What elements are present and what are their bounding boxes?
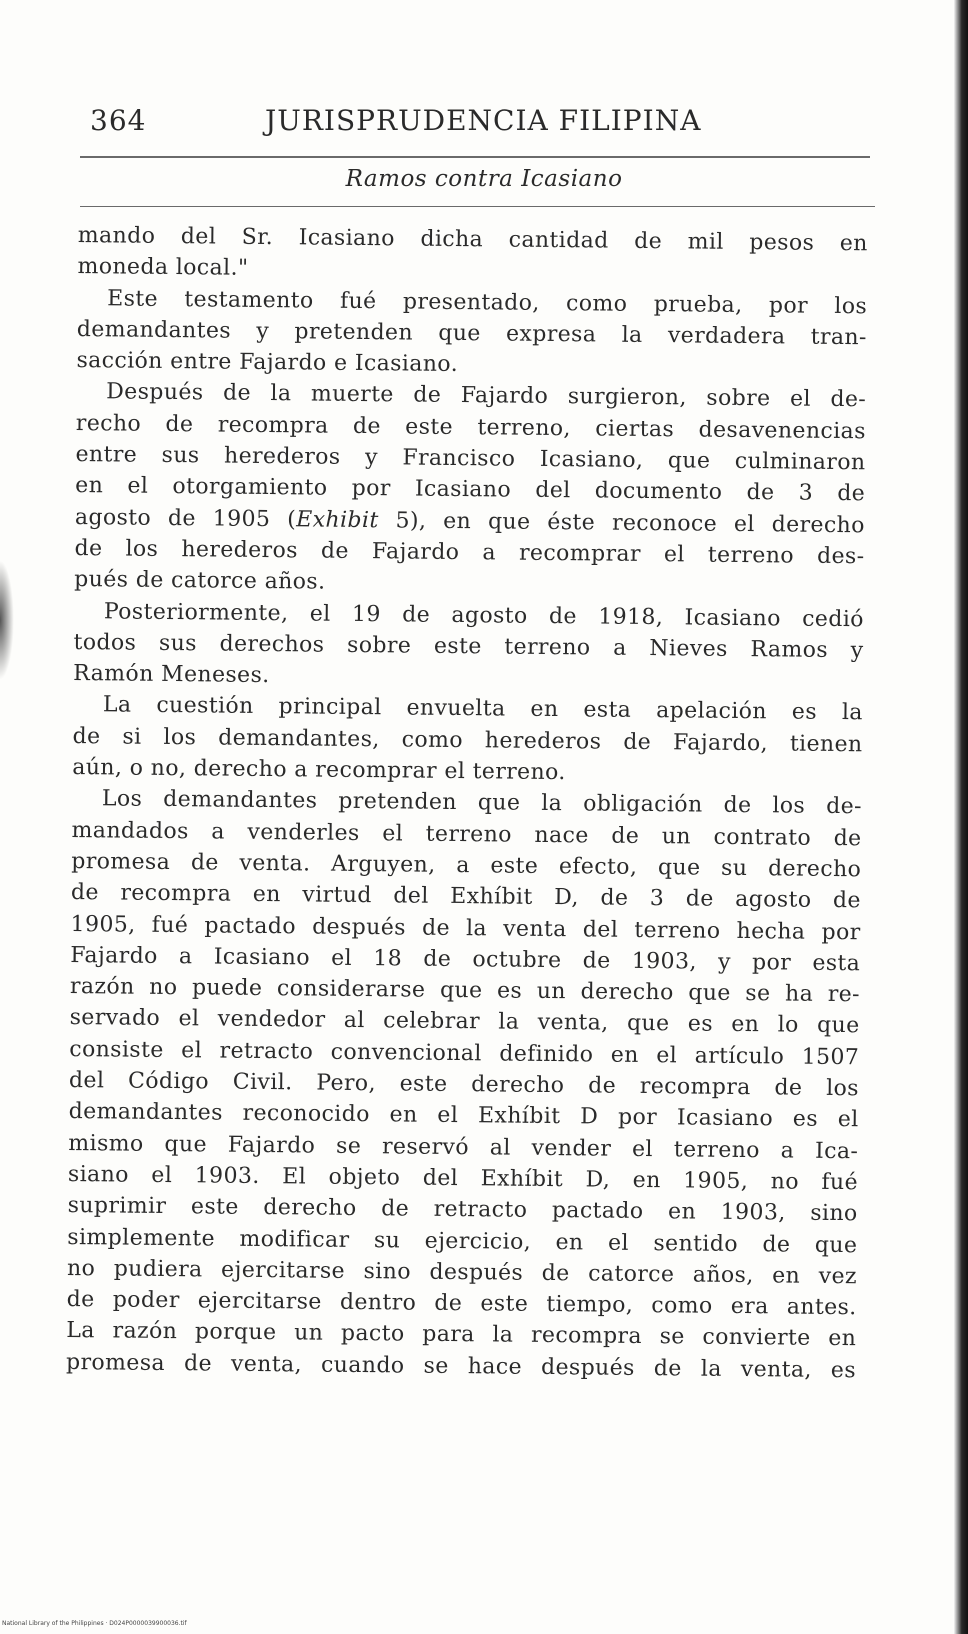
text-line: del Código Civil. Pero, este derecho de recompra de los [68,1067,860,1102]
text-line: mandados a venderles el terreno nace de un contrato de [71,817,862,851]
text-line: mismo que Fajardo se reservó al vender el terreno a Ica- [68,1130,859,1164]
text-line: Ramón Meneses. [73,661,270,689]
page-header [90,104,870,144]
text-line: La cuestión principal envuelta en esta apelación es la [102,692,864,726]
text-fragment: 5), en que éste reconoce el derecho [378,507,865,538]
text-line: Los demandantes pretenden que la obligación de los de- [101,786,863,820]
text-line: demandantes reconocido en el Exhíbit D por Icasiano es el [68,1099,859,1133]
text-line: recho de recompra de este terreno, ciertas desavenencias [75,410,866,445]
exhibit-reference: Exhibit [296,506,379,533]
text-line: en el otorgamiento por Icasiano del documento de 3 de [75,473,866,507]
page-number: 364 [90,104,147,137]
text-line: simplemente modificar su ejercicio, en el sentido de que [67,1224,858,1258]
text-line: siano el 1903. El objeto del Exhíbit D, en 1905, no fué [67,1161,859,1196]
text-line: sacción entre Fajardo e Icasiano. [76,348,459,378]
text-line: suprimir este derecho de retracto pactado en 1903, sino [67,1193,858,1227]
text-line: promesa de venta. Arguyen, a este efecto, que su derecho [71,848,862,883]
text-line: Posteriormente, el 19 de agosto de 1918, Icasiano cedió [103,598,864,632]
text-line: moneda local." [77,254,249,282]
binding-shadow [0,560,14,680]
scan-credit: National Library of the Philippines · D024P0000039900036.tif [2,1620,187,1627]
case-title: Ramos contra Icasiano [345,166,623,192]
text-line: Fajardo a Icasiano el 18 de octubre de 1903, y por esta [70,942,861,977]
text-line: de recompra en virtud del Exhíbit D, de 3 de agosto de [70,880,862,914]
text-line: de poder ejercitarse dentro de este tiempo, como era antes. [66,1287,857,1321]
text-line: no pudiera ejercitarse sino después de catorce años, en vez [66,1255,858,1290]
text-line: consiste el retracto convencional definido en el artículo 1507 [69,1036,860,1070]
text-line: Después de la muerte de Fajardo surgieron, sobre el de- [106,379,867,413]
text-line: demandantes y pretenden que expresa la verdadera tran- [76,316,867,351]
case-title-rule [80,206,875,207]
text-line: 1905, fué pactado después de la venta del terreno hecha por [70,911,861,945]
text-line: pués de catorce años. [74,567,326,595]
text-line: Este testamento fué presentado, como prueba, por los [107,285,868,319]
text-line: La razón porque un pacto para la recompra se convierte en [66,1318,857,1352]
text-line: promesa de venta, cuando se hace después de la venta, es [65,1349,857,1383]
text-line: de los herederos de Fajardo a recomprar el terreno des- [74,535,865,570]
text-line: todos sus derechos sobre este terreno a Nieves Ramos y [73,629,864,664]
text-line: aún, o no, derecho a recomprar el terreno. [72,755,566,786]
text-line: mando del Sr. Icasiano dicha cantidad de mil pesos en [77,222,868,257]
text-line: de si los demandantes, como herederos de Fajardo, tienen [72,723,863,757]
running-title: JURISPRUDENCIA FILIPINA [265,104,702,137]
header-rule [80,156,870,158]
text-line: razón no puede considerarse que es un derecho que se ha re- [69,974,861,1008]
body-text [66,220,868,1386]
text-line: servado el vendedor al celebrar la venta, que es en lo que [69,1005,860,1039]
text-fragment: agosto de 1905 ( [74,504,297,532]
page-edge [954,0,968,1634]
text-line: entre sus herederos y Francisco Icasiano, que culminaron [75,442,866,476]
